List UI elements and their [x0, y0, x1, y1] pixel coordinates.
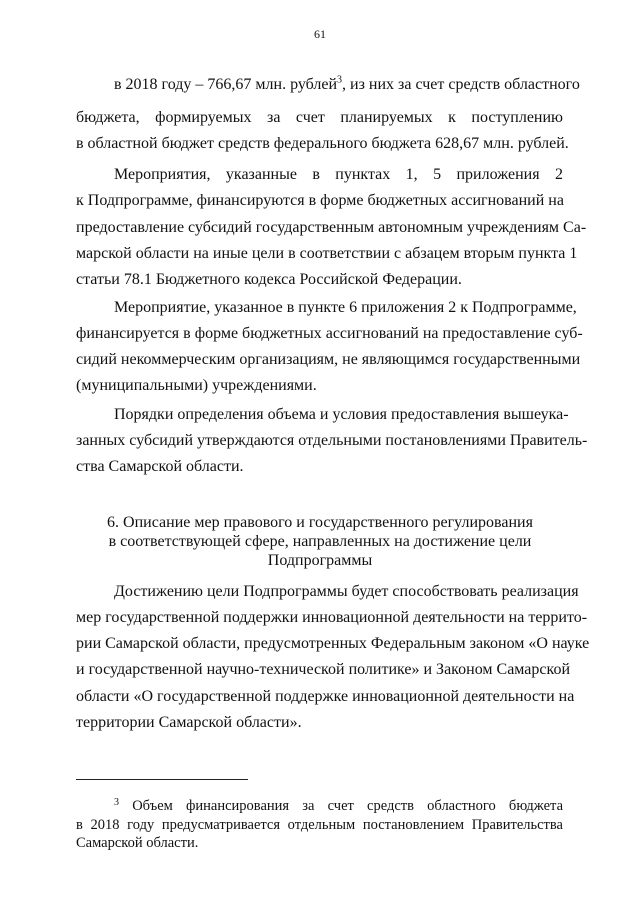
page-number: 61 — [314, 27, 326, 41]
section-heading-line-1: 6. Описание мер правового и государственного регулирования — [107, 514, 533, 531]
paragraph-1-line-3: в областной бюджет средств федерального бюджета 628,67 млн. рублей. — [76, 135, 569, 152]
paragraph-4-line-2: занных субсидий утверждаются отдельными постановлениями Правитель- — [76, 432, 588, 449]
paragraph-5-line-1: Достижению цели Подпрограммы будет способствовать реализация — [114, 583, 579, 600]
footnote-line-3: Самарской области. — [76, 835, 199, 851]
paragraph-1-line-1-text-b: , из них за счет средств областного — [342, 76, 580, 93]
paragraph-2-line-5: статьи 78.1 Бюджетного кодекса Российской Федерации. — [76, 271, 462, 288]
section-heading-line-2: в соответствующей сфере, направленных на достижение цели — [108, 533, 532, 550]
paragraph-3-line-3: сидий некоммерческим организациям, не являющимся государственными — [76, 351, 581, 368]
paragraph-2-line-3: предоставление субсидий государственным автономным учреждениям Са- — [76, 219, 587, 236]
paragraph-2-line-2: к Подпрограмме, финансируются в форме бюджетных ассигнований на — [76, 192, 564, 209]
paragraph-5-line-4: и государственной научно-технической политике» и Законом Самарской — [76, 661, 571, 678]
paragraph-1-line-1 — [114, 75, 580, 95]
footnote-line-1 — [114, 797, 563, 815]
paragraph-2-line-4: марской области на иные цели в соответствии с абзацем вторым пункта 1 — [76, 245, 578, 262]
paragraph-2-line-1: Мероприятия, указанные в пунктах 1, 5 приложения 2 — [114, 166, 563, 183]
footnote-separator — [76, 779, 248, 780]
paragraph-5-line-2: мер государственной поддержки инновационной деятельности на террито- — [76, 609, 588, 626]
paragraph-3-line-1: Мероприятие, указанное в пункте 6 приложения 2 к Подпрограмме, — [114, 299, 577, 316]
footnote-line-1-text: Объем финансирования за счет средств областного бюджета — [132, 798, 563, 814]
paragraph-4-line-3: ства Самарской области. — [76, 458, 244, 475]
section-heading-line-3: Подпрограммы — [267, 552, 373, 569]
paragraph-1-line-1-text-a: в 2018 году – 766,67 млн. рублей — [114, 76, 338, 93]
footnote-reference-3: 3 — [337, 74, 343, 86]
footnote-line-2: в 2018 году предусматривается отдельным постановлением Правительства — [76, 817, 563, 833]
paragraph-5-line-6: территории Самарской области». — [76, 714, 302, 731]
paragraph-1-line-2: бюджета, формируемых за счет планируемых к поступлению — [76, 109, 563, 126]
paragraph-4-line-1: Порядки определения объема и условия предоставления вышеука- — [114, 406, 569, 423]
footnote-mark: 3 — [114, 797, 119, 808]
paragraph-5-line-3: рии Самарской области, предусмотренных Федеральным законом «О науке — [76, 635, 590, 652]
paragraph-3-line-2: финансируется в форме бюджетных ассигнований на предоставление суб- — [76, 325, 583, 342]
paragraph-3-line-4: (муниципальными) учреждениями. — [76, 377, 317, 394]
paragraph-5-line-5: области «О государственной поддержке инновационной деятельности на — [76, 688, 575, 705]
